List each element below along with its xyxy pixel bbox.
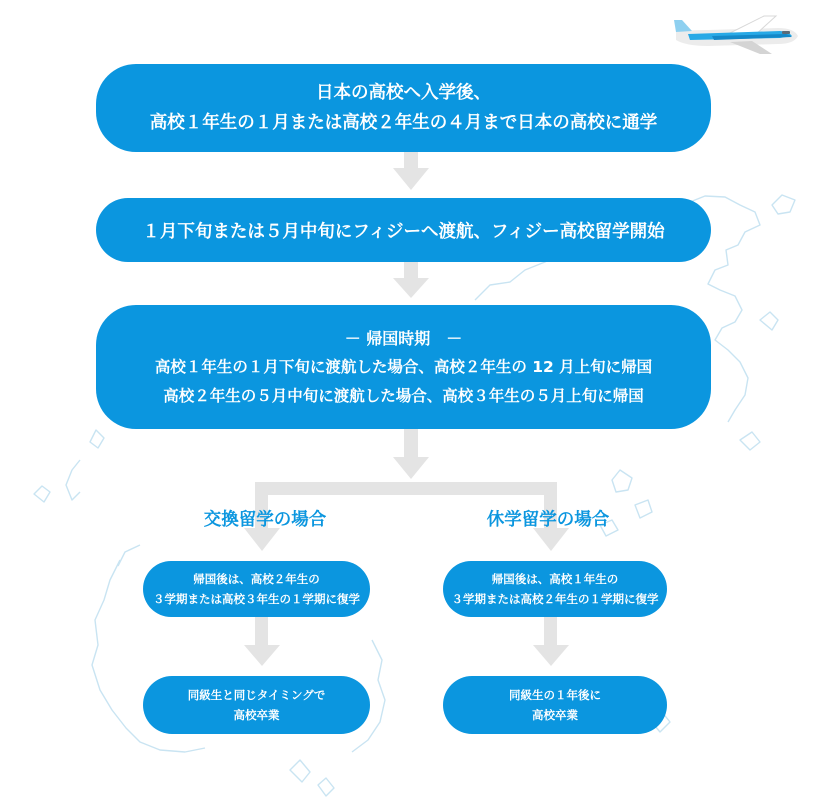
leave-return-box	[443, 561, 667, 617]
return-period-line1: 高校１年生の１月下旬に渡航した場合、高校２年生の 12 月上旬に帰国	[154, 357, 653, 376]
exchange-grad-line1: 同級生と同じタイミングで	[187, 688, 326, 702]
exchange-return-line2: ３学期または高校３年生の１学期に復学	[153, 592, 360, 606]
step-enroll-line2: 高校１年生の１月または高校２年生の４月まで日本の高校に通学	[149, 113, 658, 133]
leave-return-line2: ３学期または高校２年生の１学期に復学	[451, 592, 659, 606]
step-enroll-japan	[96, 64, 711, 152]
exchange-grad-line2: 高校卒業	[233, 708, 280, 722]
step-depart-text: １月下旬または５月中旬にフィジーへ渡航、フィジー高校留学開始	[142, 221, 665, 242]
exchange-return-box	[143, 561, 370, 617]
step-enroll-line1: 日本の高校へ入学後、	[316, 83, 491, 103]
leave-grad-line1: 同級生の１年後に	[509, 688, 601, 702]
step-return-period	[96, 305, 711, 429]
exchange-graduation-box	[143, 676, 370, 734]
return-period-title: － 帰国時期 －	[344, 328, 463, 348]
exchange-return-line1: 帰国後は、高校２年生の	[193, 572, 320, 586]
leave-graduation-box	[443, 676, 667, 734]
step-depart-fiji	[96, 198, 711, 262]
leave-branch-label: 休学留学の場合	[486, 510, 610, 530]
leave-grad-line2: 高校卒業	[532, 708, 578, 722]
exchange-branch-label: 交換留学の場合	[203, 510, 327, 530]
return-period-line2: 高校２年生の５月中旬に渡航した場合、高校３年生の５月上旬に帰国	[163, 386, 644, 405]
leave-return-line1: 帰国後は、高校１年生の	[491, 572, 619, 586]
